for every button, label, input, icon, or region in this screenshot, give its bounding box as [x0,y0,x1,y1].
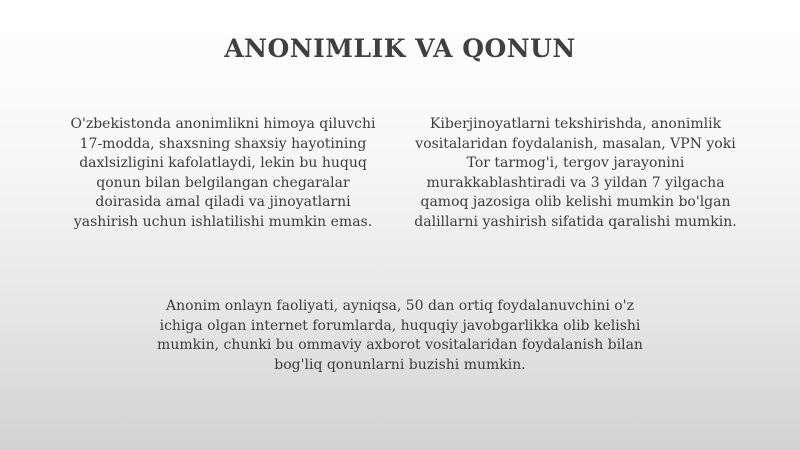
paragraph-line: bog'liq qonunlarni buzishi mumkin. [274,356,526,373]
paragraph-line: O'zbekistonda anonimlikni himoya qiluvchi [70,116,376,132]
paragraph-line: doirasida amal qiladi va jinoyatlarni [95,194,351,210]
paragraph-line: murakkablashtiradi va 3 yildan 7 yilgacha [426,174,725,191]
paragraph-line: 17-modda, shaxsning shaxsiy hayotining [79,135,367,152]
paragraph-line: yashirish uchun ishlatilishi mumkin emas. [73,213,373,230]
paragraph-line: Tor tarmog'i, tergov jarayonini [466,155,685,171]
paragraph-line: qonun bilan belgilangan chegaralar [96,174,350,191]
right-paragraph [398,115,753,232]
paragraph-line: mumkin, chunki bu ommaviy axborot vositalaridan foydalanish bilan [157,337,643,353]
paragraph-line: daxlsizligini kafolatlaydi, lekin bu huquq [79,155,367,171]
bottom-paragraph [120,297,680,375]
paragraph-line: qamoq jazosiga olib kelishi mumkin bo'lgan [420,194,731,210]
slide-title: ANONIMLIK VA QONUN [224,34,576,63]
left-paragraph [48,115,398,232]
paragraph-line: dalillarni yashirish sifatida qaralishi mumkin. [414,213,737,230]
paragraph-line: Anonim onlayn faoliyati, ayniqsa, 50 dan ortiq foydalanuvchini o'z [166,298,634,314]
paragraph-line: Kiberjinoyatlarni tekshirishda, anonimlik [429,116,722,132]
paragraph-line: ichiga olgan internet forumlarda, huquqiy javobgarlikka olib kelishi [159,317,641,334]
paragraph-line: vositalaridan foydalanish, masalan, VPN yoki [415,135,736,152]
